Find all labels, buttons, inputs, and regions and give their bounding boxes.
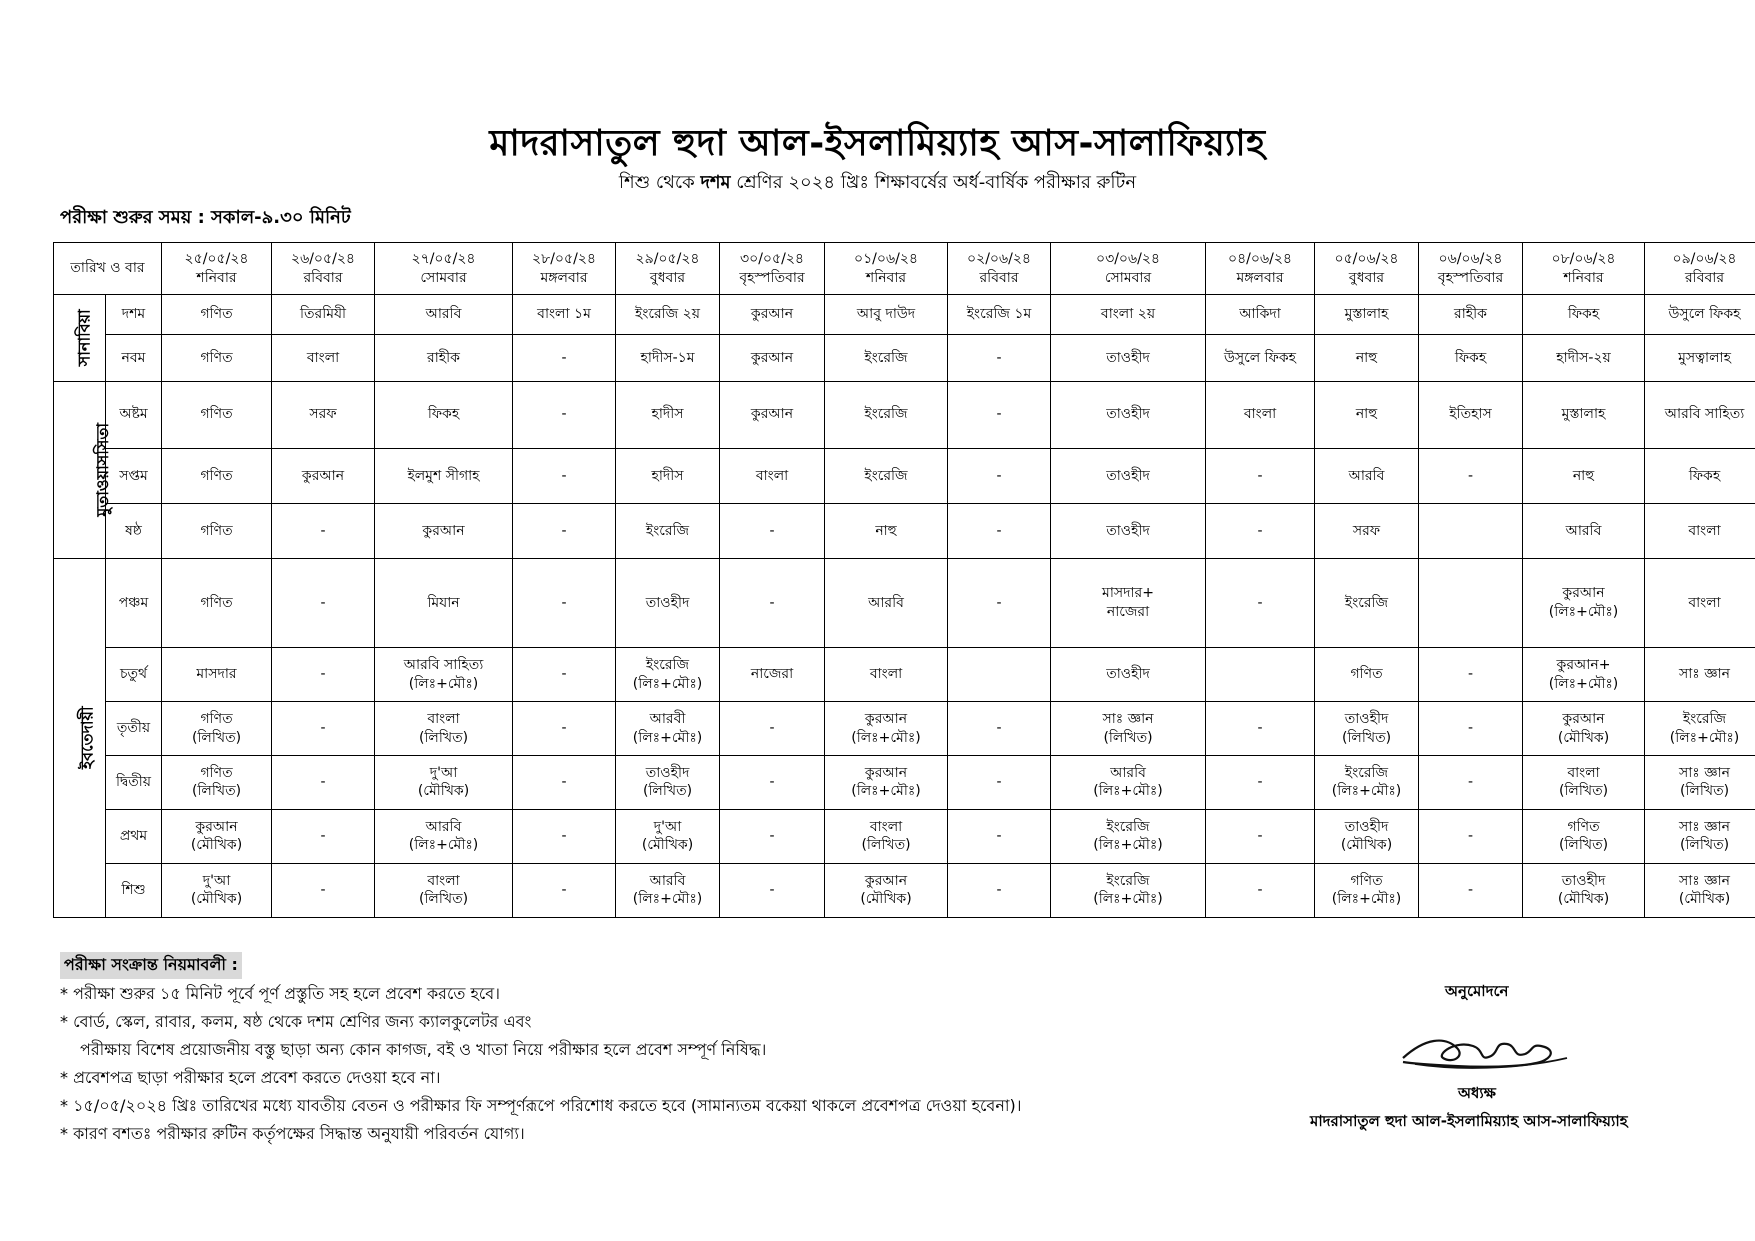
date-header-cell xyxy=(616,243,720,295)
subject-cell: গণিত xyxy=(162,449,272,504)
approval-label: অনুমোদনে xyxy=(1445,982,1509,1000)
date-header-cell xyxy=(1051,243,1206,295)
date-header-cell xyxy=(1419,243,1523,295)
subject-cell: মিযান xyxy=(375,559,513,648)
subject-cell: বাংলা (লিখিত) xyxy=(375,702,513,756)
subject-cell: তাওহীদ xyxy=(1051,449,1206,504)
subject-cell: - xyxy=(720,809,825,863)
subject-cell: - xyxy=(513,648,616,702)
subject-cell: - xyxy=(1206,809,1315,863)
rule-item xyxy=(60,1092,1021,1120)
subject-cell: মুসত্বালাহ xyxy=(1645,335,1755,381)
subject-cell: আরবী (লিঃ+মৌঃ) xyxy=(616,702,720,756)
subject-cell: গণিত (লিখিত) xyxy=(162,755,272,809)
day-text: বুধবার xyxy=(1348,269,1385,286)
table-row xyxy=(54,809,1755,863)
table-row xyxy=(54,648,1755,702)
subject-cell: নাজেরা xyxy=(720,648,825,702)
subject-cell: - xyxy=(513,755,616,809)
subject-cell: বাংলা xyxy=(825,648,948,702)
subtitle-bold: দশম xyxy=(700,172,731,193)
rule-text: * প্রবেশপত্র ছাড়া পরীক্ষার হলে প্রবেশ করতে দেওয়া হবে না। xyxy=(60,1068,441,1087)
subject-cell: - xyxy=(513,504,616,559)
subject-cell: মাসদার xyxy=(162,648,272,702)
date-header-cell xyxy=(1645,243,1755,295)
class-cell: ষষ্ঠ xyxy=(106,504,162,559)
subject-cell: হাদীস-১ম xyxy=(616,335,720,381)
subject-cell: আরবি xyxy=(375,295,513,335)
subject-cell xyxy=(1419,504,1523,559)
subject-cell: ফিকহ xyxy=(375,381,513,448)
subject-cell: ইংরেজি xyxy=(1315,559,1419,648)
day-text: বুধবার xyxy=(649,269,686,286)
subject-cell: কুরআন (লিঃ+মৌঃ) xyxy=(825,755,948,809)
date-header-cell xyxy=(513,243,616,295)
subject-cell: সাঃ জ্ঞান (মৌখিক) xyxy=(1645,863,1755,917)
class-cell: পঞ্চম xyxy=(106,559,162,648)
rule-text: * বোর্ড, স্কেল, রাবার, কলম, ষষ্ঠ থেকে দশম শ্রেণির জন্য ক্যালকুলেটর এবং xyxy=(60,1012,532,1031)
subject-cell: তাওহীদ (লিখিত) xyxy=(1315,702,1419,756)
date-text: ২৬/০৫/২৪ xyxy=(291,250,356,267)
subject-cell: বাংলা xyxy=(1645,504,1755,559)
date-header-cell xyxy=(720,243,825,295)
class-cell: সপ্তম xyxy=(106,449,162,504)
subject-cell: গণিত (লিঃ+মৌঃ) xyxy=(1315,863,1419,917)
organization-sign: মাদরাসাতুল হুদা আল-ইসলামিয়্যাহ আস-সালাফিয়্যাহ xyxy=(1310,1112,1628,1130)
table-row xyxy=(54,295,1755,335)
table-row xyxy=(54,702,1755,756)
date-text: ২৮/০৫/২৪ xyxy=(532,250,597,267)
subject-cell: - xyxy=(720,504,825,559)
subject-cell: - xyxy=(513,449,616,504)
table-row xyxy=(54,449,1755,504)
subject-cell: - xyxy=(272,702,375,756)
subject-cell: হাদীস xyxy=(616,449,720,504)
subject-cell: - xyxy=(513,702,616,756)
subject-cell: - xyxy=(1206,449,1315,504)
subject-cell: ফিকহ xyxy=(1419,335,1523,381)
class-cell: অষ্টম xyxy=(106,381,162,448)
subject-cell: নাহু xyxy=(1315,335,1419,381)
subject-cell: বাংলা xyxy=(272,335,375,381)
subject-cell: দু'আ (মৌখিক) xyxy=(616,809,720,863)
day-text: বৃহস্পতিবার xyxy=(739,269,805,286)
subject-cell: - xyxy=(1206,755,1315,809)
table-row xyxy=(54,504,1755,559)
day-text: রবিবার xyxy=(979,269,1019,286)
subject-cell: - xyxy=(1419,755,1523,809)
rule-text: * পরীক্ষা শুরুর ১৫ মিনিট পূর্বে পূর্ণ প্রস্তুতি সহ হলে প্রবেশ করতে হবে। xyxy=(60,984,500,1003)
subject-cell: - xyxy=(513,809,616,863)
subject-cell: কুরআন xyxy=(720,335,825,381)
table-row xyxy=(54,381,1755,448)
subject-cell: তাওহীদ (মৌখিক) xyxy=(1315,809,1419,863)
subject-cell: কুরআন xyxy=(375,504,513,559)
subject-cell: ইংরেজি xyxy=(825,335,948,381)
subject-cell: বাংলা xyxy=(720,449,825,504)
date-text: ৩০/০৫/২৪ xyxy=(740,250,805,267)
date-text: ০৩/০৬/২৪ xyxy=(1095,250,1161,267)
class-cell: নবম xyxy=(106,335,162,381)
subject-cell: তাওহীদ xyxy=(1051,504,1206,559)
day-text: শনিবার xyxy=(865,269,907,286)
subject-cell: বাংলা (লিখিত) xyxy=(375,863,513,917)
subject-cell: ইংরেজি (লিঃ+মৌঃ) xyxy=(1051,809,1206,863)
subject-cell: সাঃ জ্ঞান xyxy=(1645,648,1755,702)
subject-cell: তাওহীদ (মৌখিক) xyxy=(1523,863,1645,917)
subject-cell: আরবি সাহিত্য xyxy=(1645,381,1755,448)
subject-cell: কুরআন xyxy=(720,295,825,335)
subject-cell: - xyxy=(1419,809,1523,863)
subject-cell: দু'আ (মৌখিক) xyxy=(375,755,513,809)
subject-cell: ইংরেজি xyxy=(825,381,948,448)
subject-cell: গণিত xyxy=(162,381,272,448)
subject-cell: ইংরেজি xyxy=(825,449,948,504)
group-label: ইবতেদায়ী xyxy=(77,706,97,770)
subject-cell: রাহীক xyxy=(1419,295,1523,335)
subject-cell: নাহু xyxy=(825,504,948,559)
subject-cell: কুরআন (লিঃ+মৌঃ) xyxy=(1523,559,1645,648)
subject-cell: - xyxy=(513,863,616,917)
rule-text: * ১৫/০৫/২০২৪ খ্রিঃ তারিখের মধ্যে যাবতীয় বেতন ও পরীক্ষার ফি সম্পূর্ণরূপে পরিশোধ করতে হবে (সামান্যতম বকেয়া থাকলে প্রবেশপত্র দেওয়া হবেনা)। xyxy=(60,1096,1022,1115)
subject-cell: গণিত xyxy=(162,335,272,381)
subject-cell: - xyxy=(948,809,1051,863)
subject-cell: নাহু xyxy=(1523,449,1645,504)
subject-cell: সাঃ জ্ঞান (লিখিত) xyxy=(1645,809,1755,863)
rule-item xyxy=(60,1120,1021,1148)
group-label: মুতাওয়াসসিতা xyxy=(93,422,113,517)
subject-cell: ইংরেজি ২য় xyxy=(616,295,720,335)
date-header-cell xyxy=(1206,243,1315,295)
rules-heading: পরীক্ষা সংক্রান্ত নিয়মাবলী : xyxy=(60,952,242,979)
subject-cell: - xyxy=(948,449,1051,504)
subject-cell: - xyxy=(272,504,375,559)
subject-cell: - xyxy=(948,335,1051,381)
date-header-cell xyxy=(948,243,1051,295)
subject-cell: আকিদা xyxy=(1206,295,1315,335)
subject-cell: আরবি xyxy=(825,559,948,648)
table-row xyxy=(54,863,1755,917)
subject-cell: কুরআন xyxy=(272,449,375,504)
subject-cell: দু'আ (মৌখিক) xyxy=(162,863,272,917)
subject-cell: ইংরেজি (লিঃ+মৌঃ) xyxy=(1051,863,1206,917)
subject-cell: - xyxy=(1206,702,1315,756)
date-text: ০২/০৬/২৪ xyxy=(966,250,1032,267)
corner-cell: তারিখ ও বার xyxy=(54,243,162,295)
subject-cell: - xyxy=(1206,559,1315,648)
date-header-cell xyxy=(162,243,272,295)
subject-cell: - xyxy=(272,648,375,702)
rule-text-continuation: পরীক্ষায় বিশেষ প্রয়োজনীয় বস্তু ছাড়া অন্য কোন কাগজ, বই ও খাতা নিয়ে পরীক্ষার হলে প্রবেশ সম্পূর্ণ নিষিদ্ধ। xyxy=(80,1040,767,1059)
exam-start-time: পরীক্ষা শুরুর সময় : সকাল-৯.৩০ মিনিট xyxy=(60,207,351,228)
subject-cell: বাংলা (লিখিত) xyxy=(825,809,948,863)
class-cell: তৃতীয় xyxy=(106,702,162,756)
date-text: ০৮/০৬/২৪ xyxy=(1551,250,1616,267)
subject-cell: হাদীস xyxy=(616,381,720,448)
subject-cell: - xyxy=(272,809,375,863)
subject-cell: ইংরেজি ১ম xyxy=(948,295,1051,335)
date-header-cell xyxy=(1523,243,1645,295)
subject-cell: - xyxy=(272,559,375,648)
subject-cell: - xyxy=(513,335,616,381)
subject-cell: মাসদার+ নাজেরা xyxy=(1051,559,1206,648)
day-text: মঙ্গলবার xyxy=(540,269,588,286)
subject-cell: ইতিহাস xyxy=(1419,381,1523,448)
subject-cell: - xyxy=(1206,504,1315,559)
subject-cell: উসুলে ফিকহ xyxy=(1206,335,1315,381)
date-header-cell xyxy=(825,243,948,295)
subject-cell: - xyxy=(1206,863,1315,917)
day-text: শনিবার xyxy=(196,269,237,286)
date-text: ০৯/০৬/২৪ xyxy=(1672,250,1737,267)
subject-cell: উসুলে ফিকহ xyxy=(1645,295,1755,335)
subtitle-pre: শিশু থেকে xyxy=(618,172,701,193)
subject-cell: গণিত xyxy=(162,295,272,335)
subject-cell: ইংরেজি (লিঃ+মৌঃ) xyxy=(1645,702,1755,756)
date-text: ০৪/০৬/২৪ xyxy=(1228,250,1293,267)
subject-cell: তাওহীদ xyxy=(1051,648,1206,702)
subject-cell: হাদীস-২য় xyxy=(1523,335,1645,381)
group-label: সানাবিয়া xyxy=(74,309,94,367)
subject-cell: তাওহীদ (লিখিত) xyxy=(616,755,720,809)
class-cell: দ্বিতীয় xyxy=(106,755,162,809)
subject-cell: বাংলা xyxy=(1645,559,1755,648)
subject-cell: - xyxy=(513,559,616,648)
class-cell: প্রথম xyxy=(106,809,162,863)
subject-cell: - xyxy=(1419,648,1523,702)
table-row xyxy=(54,755,1755,809)
subject-cell: - xyxy=(948,702,1051,756)
subject-cell: ইংরেজি xyxy=(616,504,720,559)
subject-cell: ফিকহ xyxy=(1523,295,1645,335)
subject-cell: - xyxy=(948,863,1051,917)
day-text: বৃহস্পতিবার xyxy=(1437,269,1504,286)
subject-cell: ফিকহ xyxy=(1645,449,1755,504)
subject-cell: - xyxy=(720,863,825,917)
subject-cell: বাংলা (লিখিত) xyxy=(1523,755,1645,809)
rule-text: * কারণ বশতঃ পরীক্ষার রুটিন কর্তৃপক্ষের সিদ্ধান্ত অনুযায়ী পরিবর্তন যোগ্য। xyxy=(60,1124,525,1143)
subject-cell: ইংরেজি (লিঃ+মৌঃ) xyxy=(616,648,720,702)
rule-item xyxy=(60,980,1021,1008)
date-text: ০৫/০৬/২৪ xyxy=(1334,250,1399,267)
subject-cell: - xyxy=(948,755,1051,809)
subject-cell: আরবি xyxy=(1523,504,1645,559)
date-text: ২৯/০৫/২৪ xyxy=(635,250,700,267)
subject-cell: গণিত (লিখিত) xyxy=(1523,809,1645,863)
subject-cell: - xyxy=(720,702,825,756)
subject-cell: সাঃ জ্ঞান (লিখিত) xyxy=(1645,755,1755,809)
group-cell xyxy=(54,295,106,382)
page-title: মাদরাসাতুল হুদা আল-ইসলামিয়্যাহ আস-সালাফিয়্যাহ xyxy=(489,123,1266,164)
subject-cell: গণিত xyxy=(1315,648,1419,702)
date-header-cell xyxy=(375,243,513,295)
subtitle-post: শ্রেণির ২০২৪ খ্রিঃ শিক্ষাবর্ষের অর্ধ-বার্ষিক পরীক্ষার রুটিন xyxy=(730,172,1137,193)
subject-cell: - xyxy=(720,755,825,809)
subject-cell: সরফ xyxy=(1315,504,1419,559)
day-text: মঙ্গলবার xyxy=(1236,269,1284,286)
subject-cell: কুরআন (মৌখিক) xyxy=(825,863,948,917)
subject-cell: গণিত xyxy=(162,504,272,559)
subject-cell: আরবি xyxy=(1315,449,1419,504)
subject-cell: - xyxy=(272,755,375,809)
subject-cell: মুস্তালাহ xyxy=(1315,295,1419,335)
subject-cell: গণিত xyxy=(162,559,272,648)
subject-cell: সাঃ জ্ঞান (লিখিত) xyxy=(1051,702,1206,756)
rule-item xyxy=(60,1008,1021,1064)
subject-cell: সরফ xyxy=(272,381,375,448)
date-text: ০১/০৬/২৪ xyxy=(854,250,919,267)
subject-cell: ইংরেজি (লিঃ+মৌঃ) xyxy=(1315,755,1419,809)
designation: অধ্যক্ষ xyxy=(1458,1084,1496,1102)
class-cell: চতুর্থ xyxy=(106,648,162,702)
subject-cell: বাংলা ২য় xyxy=(1051,295,1206,335)
subject-cell: ইলমুশ সীগাহ xyxy=(375,449,513,504)
subject-cell: - xyxy=(948,559,1051,648)
date-header-cell xyxy=(1315,243,1419,295)
subject-cell xyxy=(1206,648,1315,702)
date-text: ২৫/০৫/২৪ xyxy=(184,250,249,267)
day-text: শনিবার xyxy=(1563,269,1604,286)
subject-cell: আরবি (লিঃ+মৌঃ) xyxy=(1051,755,1206,809)
rule-item xyxy=(60,1064,1021,1092)
table-row xyxy=(54,335,1755,381)
subject-cell xyxy=(948,648,1051,702)
subject-cell: আবু দাউদ xyxy=(825,295,948,335)
subject-cell: কুরআন xyxy=(720,381,825,448)
subject-cell: তাওহীদ xyxy=(1051,381,1206,448)
subject-cell: আরবি সাহিত্য (লিঃ+মৌঃ) xyxy=(375,648,513,702)
table-row xyxy=(54,559,1755,648)
page-subtitle xyxy=(0,168,1755,199)
class-cell: শিশু xyxy=(106,863,162,917)
subject-cell: বাংলা ১ম xyxy=(513,295,616,335)
date-header-row xyxy=(54,243,1755,295)
date-text: ০৬/০৬/২৪ xyxy=(1438,250,1503,267)
subject-cell: তাওহীদ xyxy=(616,559,720,648)
subject-cell: - xyxy=(948,504,1051,559)
day-text: সোমবার xyxy=(420,269,467,286)
subject-cell: মুস্তালাহ xyxy=(1523,381,1645,448)
exam-routine-table xyxy=(53,242,1755,918)
subject-cell: - xyxy=(1419,863,1523,917)
day-text: সোমবার xyxy=(1104,269,1152,286)
subject-cell: - xyxy=(720,559,825,648)
subject-cell: আরবি (লিঃ+মৌঃ) xyxy=(616,863,720,917)
subject-cell: - xyxy=(1419,449,1523,504)
rules-list xyxy=(60,980,1021,1148)
date-header-cell xyxy=(272,243,375,295)
subject-cell: বাংলা xyxy=(1206,381,1315,448)
subject-cell: কুরআন (মৌখিক) xyxy=(1523,702,1645,756)
subject-cell: - xyxy=(272,863,375,917)
subject-cell: - xyxy=(1419,702,1523,756)
subject-cell: আরবি (লিঃ+মৌঃ) xyxy=(375,809,513,863)
subject-cell: - xyxy=(513,381,616,448)
subject-cell: কুরআন+ (লিঃ+মৌঃ) xyxy=(1523,648,1645,702)
date-text: ২৭/০৫/২৪ xyxy=(411,250,476,267)
subject-cell: কুরআন (মৌখিক) xyxy=(162,809,272,863)
subject-cell: তাওহীদ xyxy=(1051,335,1206,381)
group-cell xyxy=(54,381,113,559)
subject-cell: কুরআন (লিঃ+মৌঃ) xyxy=(825,702,948,756)
subject-cell: - xyxy=(948,381,1051,448)
class-cell: দশম xyxy=(106,295,162,335)
day-text: রবিবার xyxy=(1684,269,1725,286)
subject-cell: রাহীক xyxy=(375,335,513,381)
group-cell xyxy=(54,559,106,918)
day-text: রবিবার xyxy=(303,269,343,286)
subject-cell: তিরমিযী xyxy=(272,295,375,335)
subject-cell: নাহু xyxy=(1315,381,1419,448)
subject-cell: গণিত (লিখিত) xyxy=(162,702,272,756)
subject-cell xyxy=(1419,559,1523,648)
signature-image xyxy=(1395,1018,1575,1082)
